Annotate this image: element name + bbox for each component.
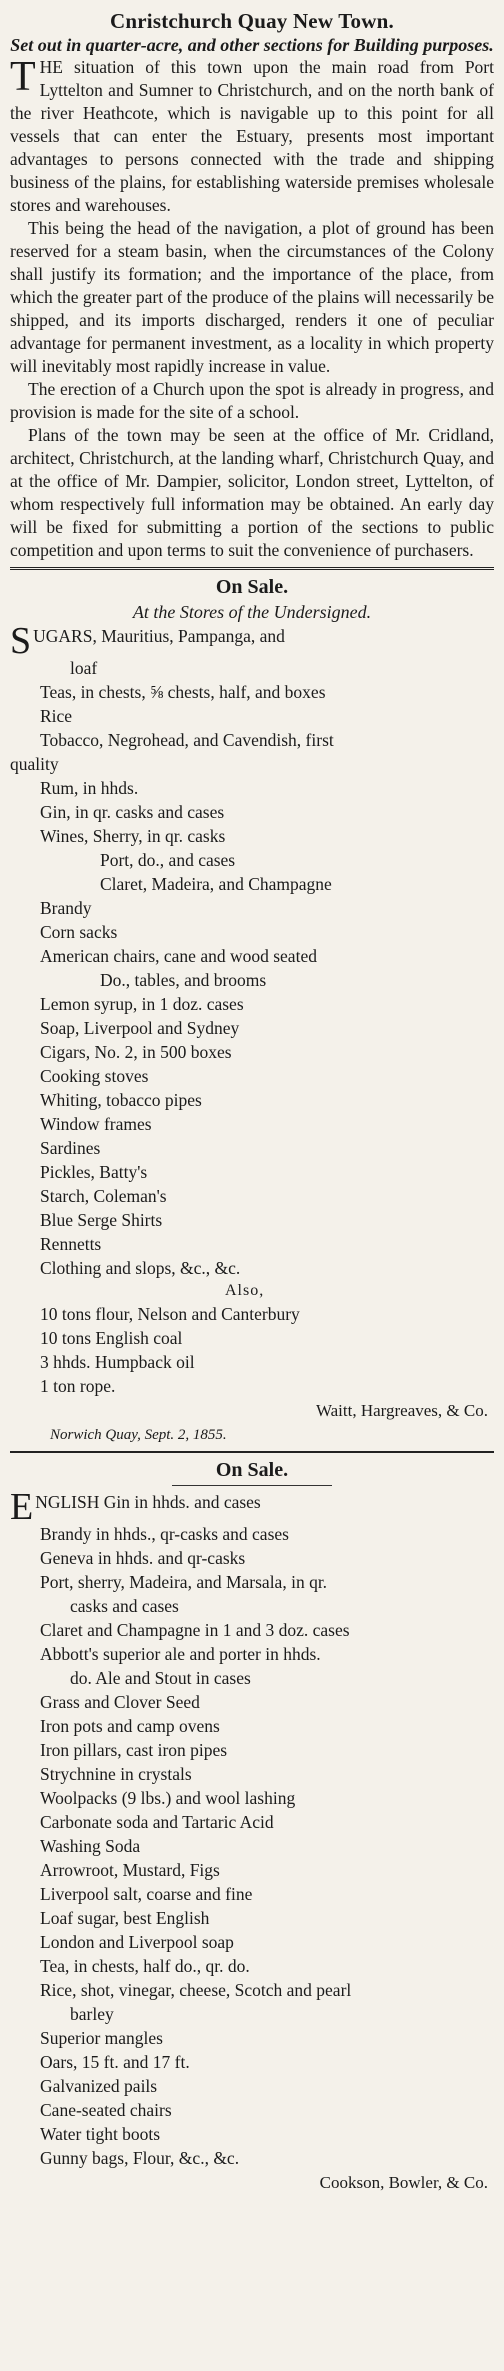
list-item: Washing Soda (40, 1836, 141, 1856)
drop-cap: E (10, 1486, 34, 1528)
list-item: 10 tons flour, Nelson and Canterbury (40, 1304, 300, 1324)
list-item: Soap, Liverpool and Sydney (40, 1018, 240, 1038)
list-item: Wines, Sherry, in qr. casks (40, 826, 226, 846)
section-divider (10, 567, 494, 570)
drop-cap: T (10, 54, 36, 100)
list-item: Claret, Madeira, and Champagne (100, 874, 332, 894)
list-item: Starch, Coleman's (40, 1186, 167, 1206)
list-item: loaf (70, 658, 98, 678)
list-item: Port, do., and cases (100, 850, 236, 870)
newspaper-column (0, 8, 504, 2371)
list-item: Loaf sugar, best English (40, 1908, 210, 1928)
notice-title: Cnristchurch Quay New Town. (110, 9, 394, 33)
list-item: Grass and Clover Seed (40, 1692, 200, 1712)
list-item: Lemon syrup, in 1 doz. cases (40, 994, 244, 1014)
notice-subtitle: Set out in quarter-acre, and other sections for Building purposes. (10, 35, 494, 55)
list-item: quality (10, 754, 59, 774)
list-item: Abbott's superior ale and porter in hhds. (40, 1644, 321, 1664)
section-divider (10, 1451, 494, 1453)
sale1-signature: Waitt, Hargreaves, & Co. (315, 1401, 488, 1420)
item-text: NGLISH Gin in hhds. and cases (35, 1492, 261, 1512)
list-item (10, 620, 494, 662)
list-item: Tea, in chests, half do., qr. do. (40, 1956, 250, 1976)
item-text: UGARS, Mauritius, Pampanga, and (33, 626, 285, 646)
list-item: Teas, in chests, ⅝ chests, half, and boxes (40, 682, 326, 702)
sale1-items (10, 680, 494, 1280)
list-item (10, 1486, 494, 1528)
heading-underline (172, 1485, 332, 1486)
list-item: Rice (40, 706, 73, 726)
list-item: barley (70, 2004, 114, 2024)
sale2-list (10, 1486, 494, 2196)
list-item: do. Ale and Stout in cases (70, 1668, 251, 1688)
list-item: casks and cases (70, 1596, 179, 1616)
list-item: Pickles, Batty's (40, 1162, 148, 1182)
also-label: Also, (225, 1282, 265, 1299)
list-item: Iron pillars, cast iron pipes (40, 1740, 228, 1760)
list-item: Claret and Champagne in 1 and 3 doz. cases (40, 1620, 350, 1640)
sale1-dateline: Norwich Quay, Sept. 2, 1855. (50, 1427, 227, 1443)
sale1-heading: On Sale. (215, 576, 289, 598)
list-item: Rice, shot, vinegar, cheese, Scotch and pearl (40, 1980, 352, 2000)
list-item: Sardines (40, 1138, 101, 1158)
list-item: Iron pots and camp ovens (40, 1716, 220, 1736)
notice-paragraph: This being the head of the navigation, a plot of ground has been reserved for a steam basin, when the circumstances of the Colony shall justify its formation; and the importance of the place, from which the greater part of the produce of the plains will necessarily be shipped, and its imports discharged, renders it one of peculiar advantage for permanent investment, as a locality in which property will inevitably most rapidly increase in value. (10, 218, 494, 376)
list-item: Tobacco, Negrohead, and Cavendish, first (40, 730, 334, 750)
list-item: Cigars, No. 2, in 500 boxes (40, 1042, 232, 1062)
sale1-also-items (10, 1302, 494, 1398)
list-item: Blue Serge Shirts (40, 1210, 163, 1230)
list-item: Gunny bags, Flour, &c., &c. (40, 2148, 240, 2168)
drop-cap: S (10, 620, 32, 662)
list-item: Superior mangles (40, 2028, 163, 2048)
list-item: Carbonate soda and Tartaric Acid (40, 1812, 274, 1832)
list-item: Geneva in hhds. and qr-casks (40, 1548, 246, 1568)
list-item: Strychnine in crystals (40, 1764, 192, 1784)
notice-paragraph: Plans of the town may be seen at the office of Mr. Cridland, architect, Christchurch, at the landing wharf, Christchurch Quay, and at the office of Mr. Dampier, solicitor, London street, Lyttelton, of whom respectively full information may be obtained. An early day will be fixed for submitting a portion of the sections to public competition and upon terms to suit the convenience of purchasers. (10, 425, 494, 560)
list-item: Whiting, tobacco pipes (40, 1090, 202, 1110)
list-item: Rennetts (40, 1234, 102, 1254)
notice-body (10, 56, 494, 562)
list-item: Liverpool salt, coarse and fine (40, 1884, 253, 1904)
list-item: Rum, in hhds. (40, 778, 139, 798)
list-item: Galvanized pails (40, 2076, 158, 2096)
list-item: Corn sacks (40, 922, 118, 942)
list-item: London and Liverpool soap (40, 1932, 234, 1952)
list-item: Do., tables, and brooms (100, 970, 267, 990)
sale2-heading: On Sale. (215, 1459, 289, 1481)
paragraph-text: HE situation of this town upon the main road from Port Lyttelton and Sumner to Christchurch, and on the north bank of the river Heathcote, which is navigable up to this point for all vessels that can enter the Estuary, presents most important advantages to persons connected with the trade and shipping business of the plains, for establishing waterside premises wholesale stores and warehouses. (10, 57, 494, 215)
list-item: 10 tons English coal (40, 1328, 183, 1348)
list-item: Cooking stoves (40, 1066, 149, 1086)
list-item: Oars, 15 ft. and 17 ft. (40, 2052, 190, 2072)
notice-paragraph (10, 56, 494, 217)
list-item: Water tight boots (40, 2124, 161, 2144)
list-item: 3 hhds. Humpback oil (40, 1352, 195, 1372)
list-item: Brandy in hhds., qr-casks and cases (40, 1524, 289, 1544)
list-item: Woolpacks (9 lbs.) and wool lashing (40, 1788, 296, 1808)
notice-paragraph: The erection of a Church upon the spot is already in progress, and provision is made for the site of a school. (10, 379, 494, 422)
sale2-items (10, 1546, 494, 2170)
sale1-list (10, 620, 494, 1446)
list-item: Clothing and slops, &c., &c. (40, 1258, 241, 1278)
list-item: Window frames (40, 1114, 152, 1134)
list-item: Brandy (40, 898, 92, 918)
list-item: American chairs, cane and wood seated (40, 946, 317, 966)
list-item: Gin, in qr. casks and cases (40, 802, 225, 822)
sale2-signature: Cookson, Bowler, & Co. (319, 2173, 488, 2192)
list-item: Port, sherry, Madeira, and Marsala, in qr. (40, 1572, 328, 1592)
sale1-stores-line: At the Stores of the Undersigned. (132, 602, 372, 622)
list-item: Arrowroot, Mustard, Figs (40, 1860, 220, 1880)
list-item: 1 ton rope. (40, 1376, 116, 1396)
list-item: Cane-seated chairs (40, 2100, 172, 2120)
